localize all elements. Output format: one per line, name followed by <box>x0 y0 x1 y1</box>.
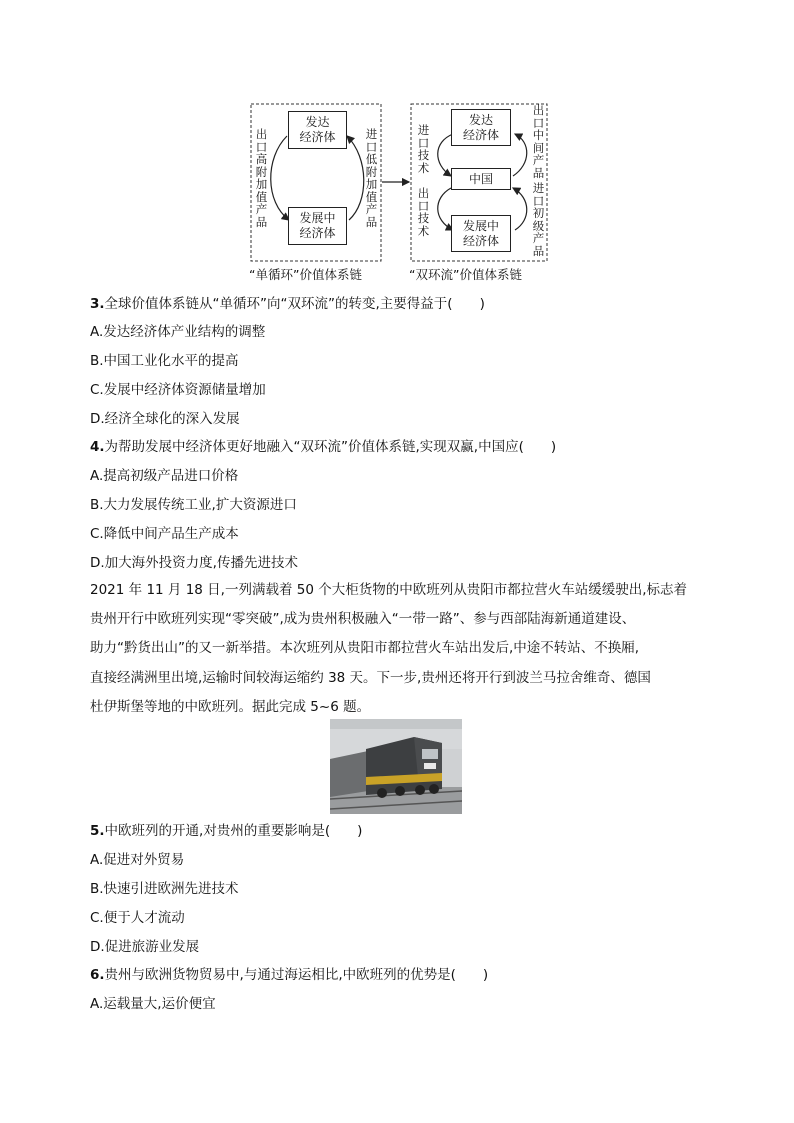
question-number: 4. <box>90 439 105 455</box>
left-export-arrow <box>271 136 289 220</box>
export-tech-label: 出口技术 <box>417 186 430 238</box>
option-a: A.提高初级产品进口价格 <box>90 468 239 484</box>
train-illustration <box>330 719 462 814</box>
question-6 <box>90 965 488 985</box>
option-c: C.降低中间产品生产成本 <box>90 526 239 542</box>
question-number: 6. <box>90 967 105 983</box>
question-stem: 全球价值体系链从“单循环”向“双环流”的转变,主要得益于( ) <box>104 296 485 312</box>
reading-passage <box>90 576 702 722</box>
question-number: 5. <box>90 823 105 839</box>
question-stem: 为帮助发展中经济体更好地融入“双环流”价值体系链,实现双赢,中国应( ) <box>104 439 557 455</box>
train-photo <box>330 719 462 814</box>
question-4 <box>90 437 556 457</box>
left-import-arrow <box>347 136 364 220</box>
question-5 <box>90 821 362 841</box>
import-low-value-label: 进口低附加值产品 <box>365 127 378 229</box>
question-number: 3. <box>90 296 105 312</box>
question-3 <box>90 294 485 314</box>
option-a: A.运载量大,运价便宜 <box>90 996 216 1012</box>
import-primary-label: 进口初级产品 <box>532 181 545 258</box>
option-c: C.便于人才流动 <box>90 910 185 926</box>
option-b: B.大力发展传统工业,扩大资源进口 <box>90 497 297 513</box>
china-box: 中国 <box>451 168 511 190</box>
passage-line: 直接经满洲里出境,运输时间较海运缩约 38 天。下一步,贵州还将开行到波兰马拉舍维奇、德国 <box>90 669 651 686</box>
value-chain-diagram <box>245 98 555 284</box>
passage-line: 贵州开行中欧班列实现“零突破”,成为贵州积极融入“一带一路”、参与西部陆海新通道建设、 <box>90 611 636 628</box>
option-d: D.促进旅游业发展 <box>90 939 200 955</box>
option-d: D.加大海外投资力度,传播先进技术 <box>90 555 298 571</box>
option-a: A.发达经济体产业结构的调整 <box>90 324 266 340</box>
import-tech-label: 进口技术 <box>417 123 430 175</box>
export-intermediate-label: 出口中间产品 <box>532 103 545 180</box>
option-b: B.中国工业化水平的提高 <box>90 353 239 369</box>
developing-economy-box: 发展中 经济体 <box>451 215 511 252</box>
question-stem: 中欧班列的开通,对贵州的重要影响是( ) <box>104 823 363 839</box>
option-a: A.促进对外贸易 <box>90 852 185 868</box>
single-cycle-caption: “单循环”价值体系链 <box>249 267 362 282</box>
option-b: B.快速引进欧洲先进技术 <box>90 881 239 897</box>
option-d: D.经济全球化的深入发展 <box>90 411 240 427</box>
developing-economy-box: 发展中 经济体 <box>288 207 347 245</box>
passage-line: 助力“黔货出山”的又一新举措。本次班列从贵阳市都拉营火车站出发后,中途不转站、不换厢, <box>90 640 640 657</box>
option-c: C.发展中经济体资源储量增加 <box>90 382 266 398</box>
export-intermediate-arrow <box>513 134 527 176</box>
developed-economy-box: 发达 经济体 <box>288 111 347 149</box>
double-cycle-caption: “双环流”价值体系链 <box>409 267 522 282</box>
developed-economy-box: 发达 经济体 <box>451 109 511 146</box>
export-high-value-label: 出口高附加值产品 <box>255 127 268 229</box>
passage-line: 杜伊斯堡等地的中欧班列。据此完成 5~6 题。 <box>90 698 371 715</box>
import-primary-arrow <box>513 188 527 230</box>
question-stem: 贵州与欧洲货物贸易中,与通过海运相比,中欧班列的优势是( ) <box>104 967 489 983</box>
passage-line: 2021 年 11 月 18 日,一列满载着 50 个大柜货物的中欧班列从贵阳市都拉营火车站缓缓驶出,标志着 <box>90 582 688 598</box>
